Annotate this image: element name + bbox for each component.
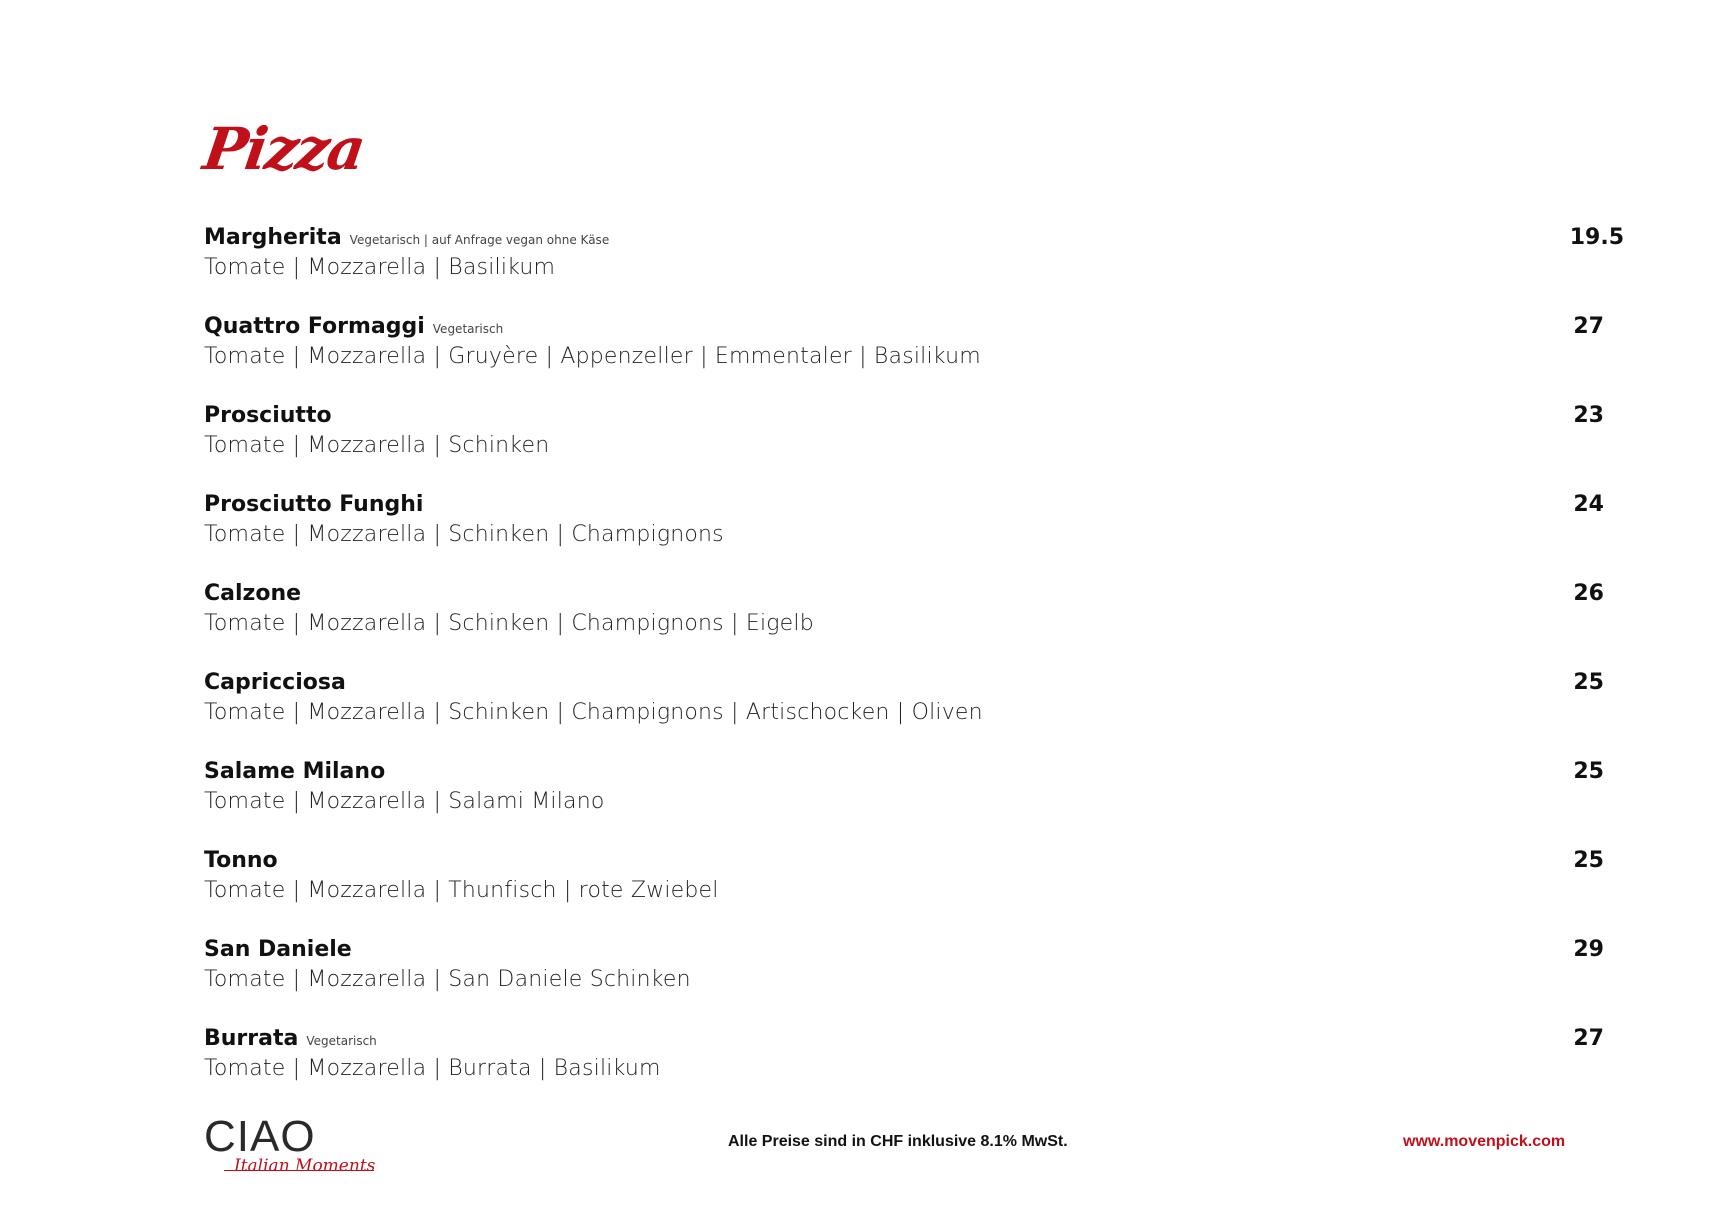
ciao-logo [204,1112,374,1180]
item-note: Vegetarisch | auf Anfrage vegan ohne Käse [349,233,610,247]
item-name: Prosciutto Funghi [204,492,424,517]
item-description: Tomate | Mozzarella | Salami Milano [204,789,605,814]
item-name: Capricciosa [204,670,346,695]
website-link[interactable]: www.movenpick.com [1403,1133,1566,1150]
item-price: 27 [1573,314,1604,339]
menu-item [204,403,1624,492]
item-price: 25 [1573,670,1604,695]
section-title: Pizza [199,115,368,183]
menu-item [204,225,1624,314]
logo-tagline: Italian Moments [234,1156,376,1176]
item-price: 25 [1573,759,1604,784]
item-description: Tomate | Mozzarella | Schinken | Champignons | Artischocken | Oliven [204,700,983,725]
item-price: 26 [1573,581,1604,606]
menu-item [204,1026,1624,1115]
item-name: San Daniele [204,937,352,962]
logo-wordmark: CIAO [204,1112,316,1161]
item-price: 27 [1573,1026,1604,1051]
item-name: Salame Milano [204,759,386,784]
item-price: 23 [1573,403,1604,428]
item-name: Calzone [204,581,302,606]
menu-item [204,581,1624,670]
menu-item [204,314,1624,403]
item-description: Tomate | Mozzarella | Gruyère | Appenzeller | Emmentaler | Basilikum [204,344,981,369]
item-name: Burrata [204,1026,299,1051]
item-price: 19.5 [1569,225,1624,250]
menu-list [204,225,1624,1115]
item-description: Tomate | Mozzarella | Schinken [204,433,550,458]
item-name: Prosciutto [204,403,332,428]
menu-item [204,759,1624,848]
item-description: Tomate | Mozzarella | Burrata | Basilikum [204,1056,661,1081]
menu-item [204,492,1624,581]
menu-item [204,848,1624,937]
item-price: 29 [1573,937,1604,962]
item-description: Tomate | Mozzarella | Basilikum [204,255,556,280]
menu-item [204,937,1624,1026]
item-price: 25 [1573,848,1604,873]
item-note: Vegetarisch [306,1034,377,1048]
item-price: 24 [1573,492,1604,517]
item-name: Tonno [204,848,278,873]
item-note: Vegetarisch [432,322,504,336]
item-description: Tomate | Mozzarella | San Daniele Schinken [204,967,691,992]
item-description: Tomate | Mozzarella | Schinken | Champignons | Eigelb [204,611,814,636]
item-name: Quattro Formaggi [204,314,425,339]
item-name: Margherita [204,225,342,250]
menu-item [204,670,1624,759]
item-description: Tomate | Mozzarella | Schinken | Champignons [204,522,724,547]
price-note: Alle Preise sind in CHF inklusive 8.1% MwSt. [728,1133,1068,1150]
item-description: Tomate | Mozzarella | Thunfisch | rote Zwiebel [204,878,719,903]
